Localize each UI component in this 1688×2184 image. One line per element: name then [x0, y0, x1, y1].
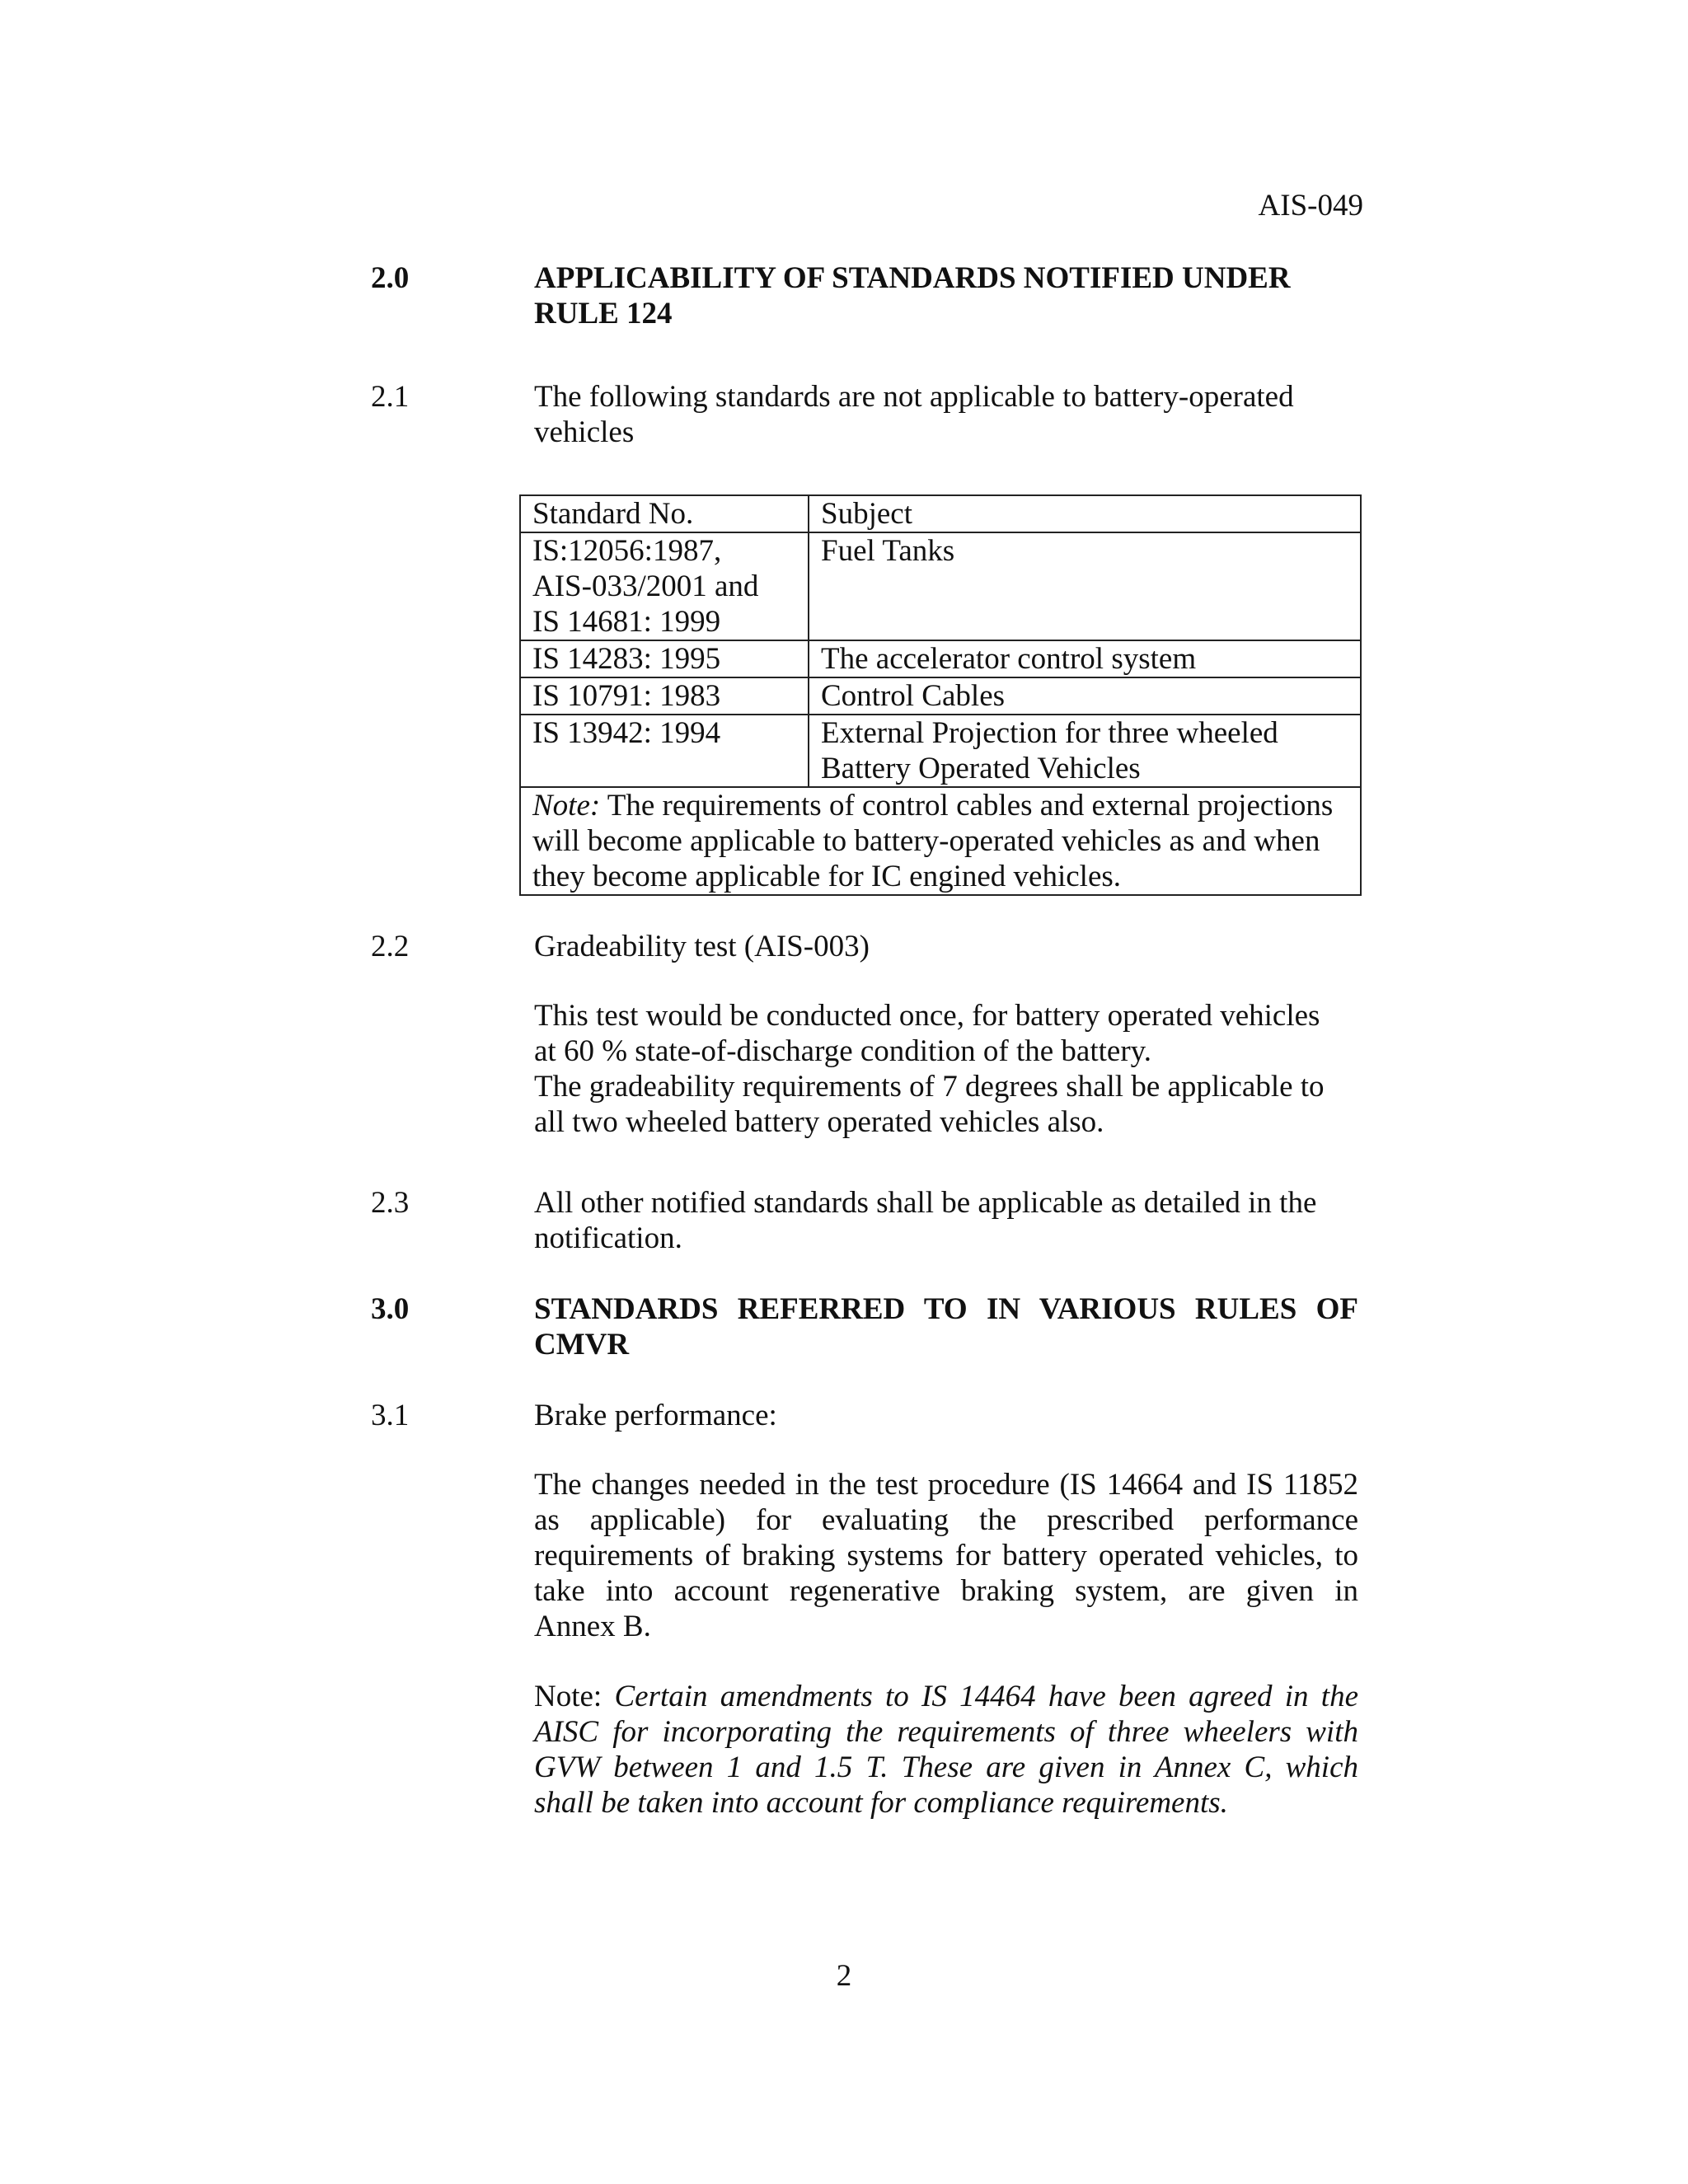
- text-line: notification.: [534, 1221, 682, 1255]
- table-row: [520, 640, 1361, 677]
- text-line: as applicable) for evaluating the prescribed performance: [534, 1503, 1358, 1537]
- section-title: [534, 1291, 1358, 1362]
- section-number: 2.1: [371, 380, 410, 414]
- cell-line: AIS-033/2001 and: [532, 569, 759, 603]
- cell-line: IS 13942: 1994: [532, 716, 721, 750]
- table-row: [520, 532, 1361, 640]
- cell-standard: [520, 640, 809, 677]
- cell-standard: [520, 677, 809, 715]
- section-number: 2.3: [371, 1186, 410, 1220]
- header-cell-subject: Subject: [809, 495, 1361, 532]
- cell-subject: [809, 715, 1361, 787]
- cell-subject: [809, 532, 1361, 640]
- cell-line: IS 14681: 1999: [532, 605, 721, 639]
- cell-line: Fuel Tanks: [821, 534, 955, 568]
- paragraph: [534, 1467, 1358, 1644]
- section-number: 2.2: [371, 930, 410, 963]
- section-number: 3.0: [371, 1292, 410, 1326]
- table-header-row: [520, 495, 1361, 532]
- cell-subject: [809, 677, 1361, 715]
- page-number: 2: [836, 1959, 852, 1993]
- note-label: Note:: [534, 1680, 615, 1713]
- cell-line: IS 10791: 1983: [532, 679, 721, 713]
- text-line: vehicles: [534, 415, 635, 449]
- header-cell-standard: Standard No.: [520, 495, 809, 532]
- cell-line: Battery Operated Vehicles: [821, 752, 1141, 785]
- section-text: [534, 1185, 1358, 1256]
- table-note-row: [520, 787, 1361, 895]
- section-text: [534, 379, 1358, 450]
- note-line: shall be taken into account for compliance requirements.: [534, 1786, 1228, 1820]
- text-line: all two wheeled battery operated vehicles also.: [534, 1105, 1104, 1139]
- note-text: Certain amendments to IS 14464 have been agreed in the: [614, 1680, 1358, 1713]
- section-title-line: RULE 124: [534, 297, 673, 330]
- section-title-line: STANDARDS REFERRED TO IN VARIOUS RULES OF: [534, 1292, 1358, 1326]
- table-row: [520, 715, 1361, 787]
- table-note: [520, 787, 1361, 895]
- paragraph: [534, 998, 1358, 1140]
- note-line: AISC for incorporating the requirements of three wheelers with: [534, 1715, 1358, 1749]
- section-title: [534, 260, 1358, 331]
- section-number: 3.1: [371, 1399, 410, 1432]
- text-line: requirements of braking systems for battery operated vehicles, to: [534, 1539, 1358, 1572]
- cell-standard: [520, 715, 809, 787]
- cell-line: The accelerator control system: [821, 642, 1197, 676]
- text-line: This test would be conducted once, for battery operated vehicles: [534, 999, 1320, 1033]
- section-title-line: APPLICABILITY OF STANDARDS NOTIFIED UNDER: [534, 261, 1291, 295]
- cell-line: IS:12056:1987,: [532, 534, 722, 568]
- note-line: [532, 788, 1348, 823]
- note-line: [534, 1679, 1358, 1714]
- section-title: Gradeability test (AIS-003): [534, 930, 870, 963]
- note-text: The requirements of control cables and external projections: [600, 789, 1334, 823]
- note-line: GVW between 1 and 1.5 T. These are given in Annex C, which: [534, 1750, 1358, 1784]
- document-code: AIS-049: [1258, 189, 1363, 223]
- text-line: The changes needed in the test procedure (IS 14664 and IS 11852: [534, 1468, 1358, 1502]
- standards-table: [519, 494, 1362, 896]
- cell-line: Control Cables: [821, 679, 1006, 713]
- text-line: at 60 % state-of-discharge condition of the battery.: [534, 1034, 1151, 1068]
- note-label: Note:: [532, 789, 601, 823]
- cell-standard: [520, 532, 809, 640]
- section-number: 2.0: [371, 261, 410, 295]
- cell-subject: [809, 640, 1361, 677]
- cell-line: IS 14283: 1995: [532, 642, 721, 676]
- text-line: The gradeability requirements of 7 degrees shall be applicable to: [534, 1070, 1325, 1104]
- table-row: [520, 677, 1361, 715]
- text-line: take into account regenerative braking system, are given in: [534, 1574, 1358, 1608]
- note-paragraph: [534, 1679, 1358, 1821]
- text-line: Annex B.: [534, 1610, 651, 1643]
- note-line: will become applicable to battery-operated vehicles as and when: [532, 824, 1320, 858]
- text-line: The following standards are not applicable to battery-operated: [534, 380, 1294, 414]
- note-line: they become applicable for IC engined vehicles.: [532, 860, 1122, 893]
- text-line: All other notified standards shall be applicable as detailed in the: [534, 1186, 1317, 1220]
- cell-line: External Projection for three wheeled: [821, 716, 1278, 750]
- section-title-line: CMVR: [534, 1328, 630, 1361]
- section-title: Brake performance:: [534, 1399, 777, 1432]
